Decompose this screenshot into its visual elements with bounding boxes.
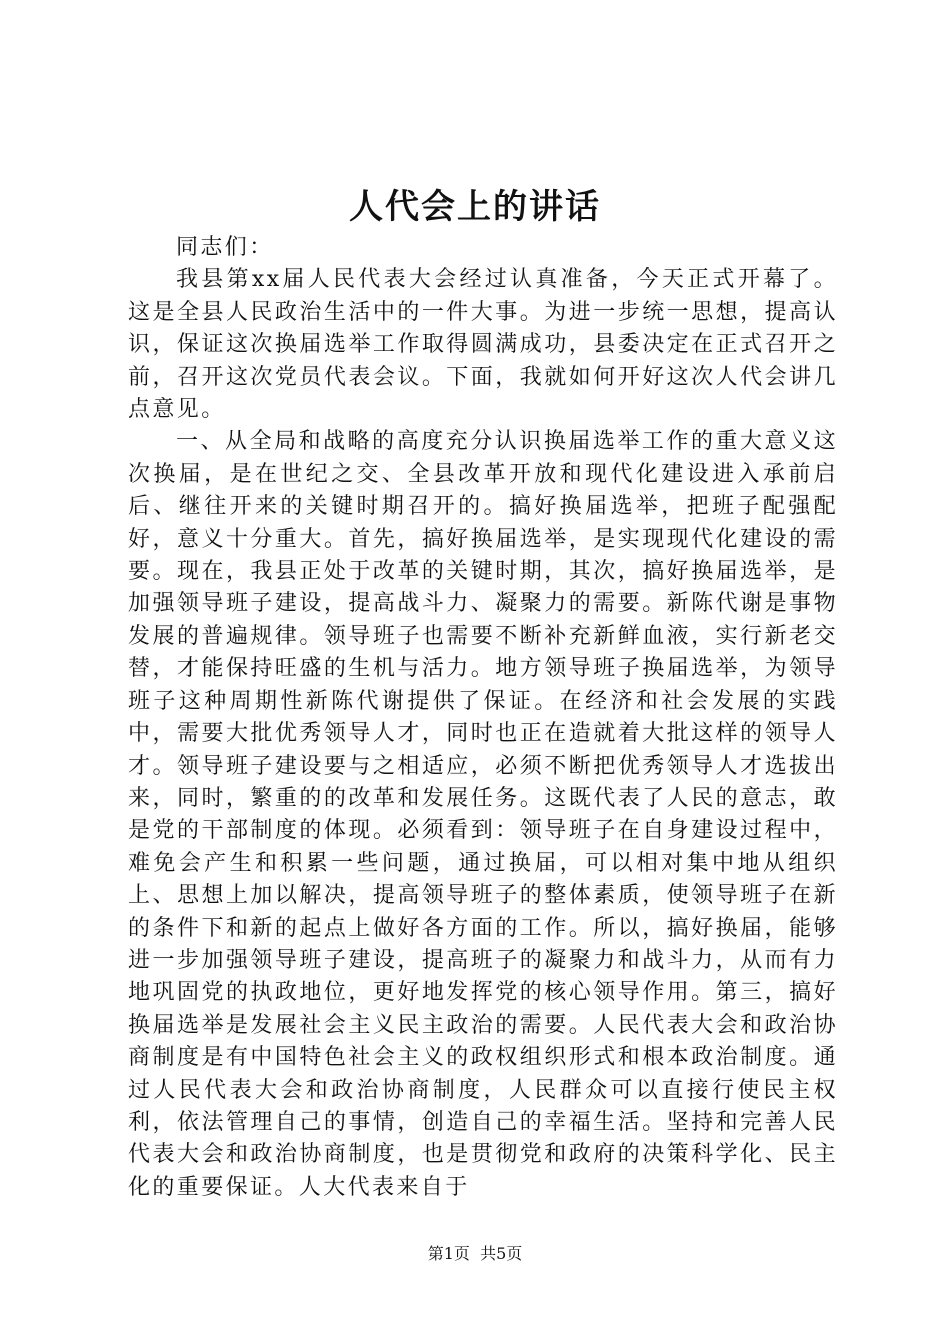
document-title: 人代会上的讲话 xyxy=(349,187,601,227)
page-footer xyxy=(0,1242,950,1266)
page-number-label: 第1页 共5页 xyxy=(427,1244,523,1263)
intro-paragraph: 我县第xx届人民代表大会经过认真准备，今天正式开幕了。这是全县人民政治生活中的一件大事。为进一步统一思想，提高认识，保证这次换届选举工作取得圆满成功，县委决定在正式召开之前，召开这次党员代表会议。下面，我就如何开好这次人代会讲几点意见。 xyxy=(128,267,838,423)
document-body xyxy=(128,232,838,1204)
section-one-paragraph: 一、从全局和战略的高度充分认识换届选举工作的重大意义这次换届，是在世纪之交、全县改革开放和现代化建设进入承前启后、继往开来的关键时期召开的。搞好换届选举，把班子配强配好，意义十分重大。首先，搞好换届选举，是实现现代化建设的需要。现在，我县正处于改革的关键时期，其次，搞好换届选举，是加强领导班子建设，提高战斗力、凝聚力的需要。新陈代谢是事物发展的普遍规律。领导班子也需要不断补充新鲜血液，实行新老交替，才能保持旺盛的生机与活力。地方领导班子换届选举，为领导班子这种周期性新陈代谢提供了保证。在经济和社会发展的实践中，需要大批优秀领导人才，同时也正在造就着大批这样的领导人才。领导班子建设要与之相适应，必须不断把优秀领导人才选拔出来，同时，繁重的的改革和发展任务。这既代表了人民的意志，敢是党的干部制度的体现。必须看到：领导班子在自身建设过程中，难免会产生和积累一些问题，通过换届，可以相对集中地从组织上、思想上加以解决，提高领导班子的整体素质，使领导班子在新的条件下和新的起点上做好各方面的工作。所以，搞好换届，能够进一步加强领导班子建设，提高班子的凝聚力和战斗力，从而有力地巩固党的执政地位，更好地发挥党的核心领导作用。第三，搞好换届选举是发展社会主义民主政治的需要。人民代表大会和政治协商制度是有中国特色社会主义的政权组织形式和根本政治制度。通过人民代表大会和政治协商制度，人民群众可以直接行使民主权利，依法管理自己的事情，创造自己的幸福生活。坚持和完善人民代表大会和政治协商制度，也是贯彻党和政府的决策科学化、民主化的重要保证。人大代表来自于 xyxy=(128,429,838,1200)
salutation-paragraph: 同志们： xyxy=(176,235,274,260)
